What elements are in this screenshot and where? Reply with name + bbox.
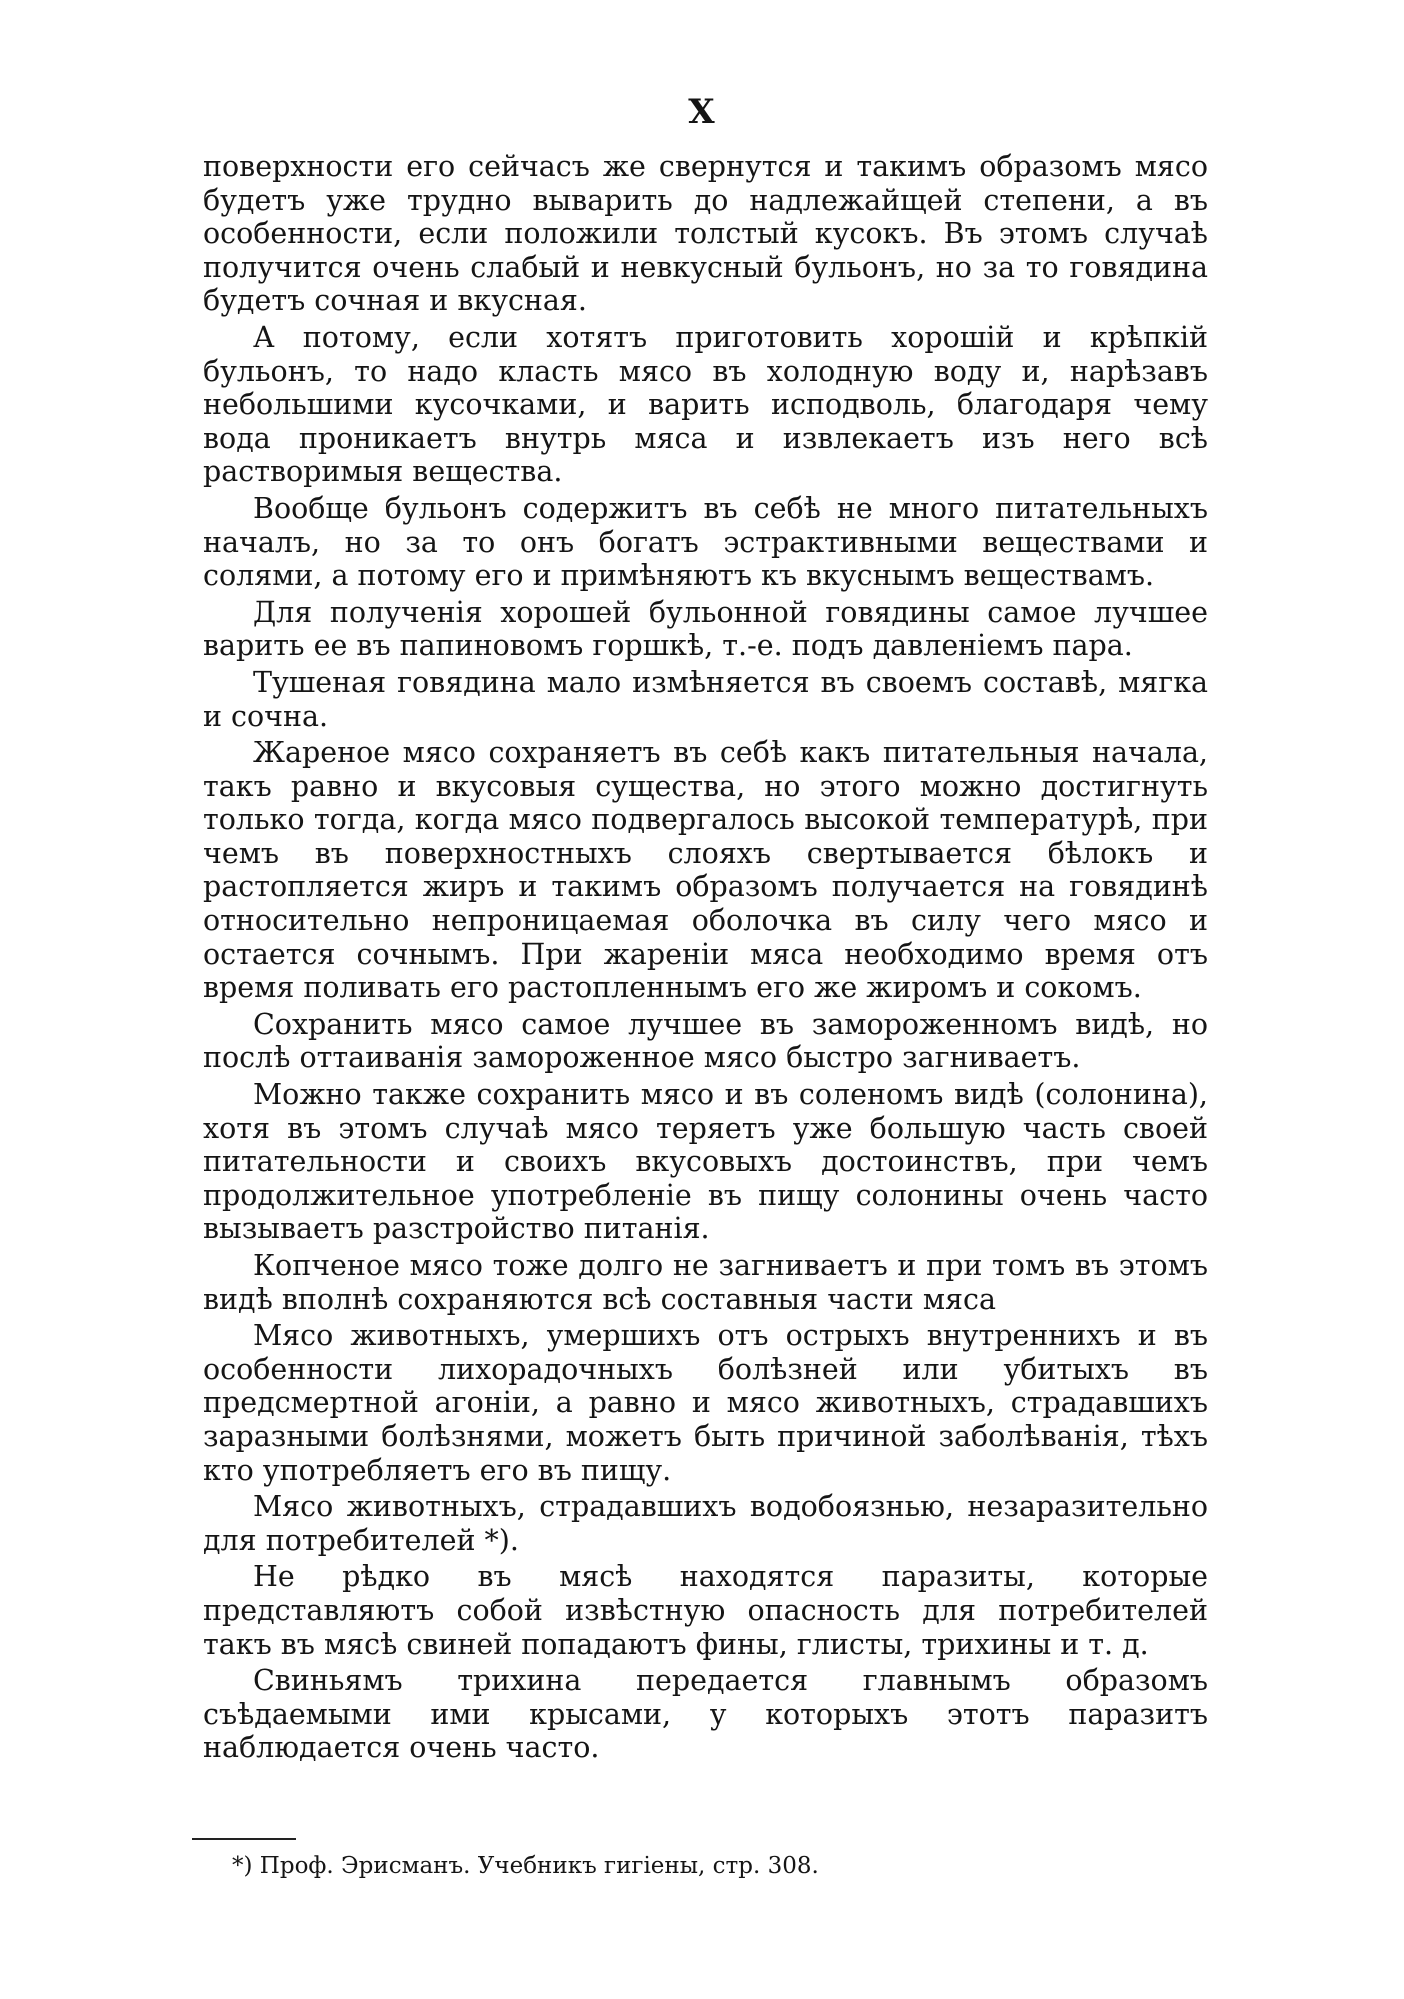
paragraph: Свиньямъ трихина передается главнымъ образомъ съѣдаемыми ими крысами, у которыхъ этотъ паразитъ наблюдается очень часто. [203,1664,1208,1765]
paragraph: Мясо животныхъ, умершихъ отъ острыхъ внутреннихъ и въ особенности лихорадочныхъ болѣзней или убитыхъ въ предсмертной агонiи, а равно и мясо животныхъ, страдавшихъ заразными болѣзнями, можетъ быть причиной заболѣванiя, тѣхъ кто употребляетъ его въ пищу. [203,1319,1208,1487]
paragraph: Жареное мясо сохраняетъ въ себѣ какъ питательныя начала, такъ равно и вкусовыя существа, но этого можно достигнуть только тогда, когда мясо подвергалось высокой температурѣ, при чемъ въ поверхностныхъ слояхъ свертывается бѣлокъ и растопляется жиръ и такимъ образомъ получается на говядинѣ относительно непроницаемая оболочка въ силу чего мясо и остается сочнымъ. При жаренiи мяса необходимо время отъ время поливать его растопленнымъ его же жиромъ и сокомъ. [203,736,1208,1005]
footnote-divider [192,1838,296,1840]
paragraph: Для полученiя хорошей бульонной говядины самое лучшее варить ее въ папиновомъ горшкѣ, т.-е. подъ давленiемъ пара. [203,595,1208,663]
paragraph: Тушеная говядина мало измѣняется въ своемъ составѣ, мягка и сочна. [203,665,1208,733]
paragraph: Можно также сохранить мясо и въ соленомъ видѣ (солонина), хотя въ этомъ случаѣ мясо теряетъ уже большую часть своей питательности и своихъ вкусовыхъ достоинствъ, при чемъ продолжительное употребленiе въ пищу солонины очень часто вызываетъ разстройство питанiя. [203,1078,1208,1246]
page-number: X [688,92,716,132]
paragraph-continuation: поверхности его сейчасъ же свернутся и такимъ образомъ мясо будетъ уже трудно выварить до надлежайщей степени, а въ особенности, если положили толстый кусокъ. Въ этомъ случаѣ получится очень слабый и невкусный бульонъ, но за то говядина будетъ сочная и вкусная. [203,150,1208,318]
paragraph: Вообще бульонъ содержитъ въ себѣ не много питательныхъ началъ, но за то онъ богатъ эстрактивными веществами и солями, а потому его и примѣняютъ къ вкуснымъ веществамъ. [203,491,1208,593]
paragraph: Копченое мясо тоже долго не загниваетъ и при томъ въ этомъ видѣ вполнѣ сохраняются всѣ составныя части мяса [203,1249,1208,1316]
main-text [203,150,1208,1768]
footnote: *) Проф. Эрисманъ. Учебникъ гигiены, стр. 308. [232,1853,819,1879]
paragraph: А потому, если хотятъ приготовить хорошiй и крѣпкiй бульонъ, то надо класть мясо въ холодную воду и, нарѣзавъ небольшими кусочками, и варить исподволь, благодаря чему вода проникаетъ внутрь мяса и извлекаетъ изъ него всѣ растворимыя вещества. [203,320,1208,489]
paragraph: Не рѣдко въ мясѣ находятся паразиты, которые представляютъ собой извѣстную опасность для потребителей такъ въ мясѣ свиней попадаютъ фины, глисты, трихины и т. д. [203,1560,1208,1661]
paragraph: Мясо животныхъ, страдавшихъ водобоязнью, незаразительно для потребителей *). [203,1490,1208,1557]
paragraph: Сохранить мясо самое лучшее въ замороженномъ видѣ, но послѣ оттаиванiя замороженное мясо быстро загниваетъ. [203,1007,1208,1075]
